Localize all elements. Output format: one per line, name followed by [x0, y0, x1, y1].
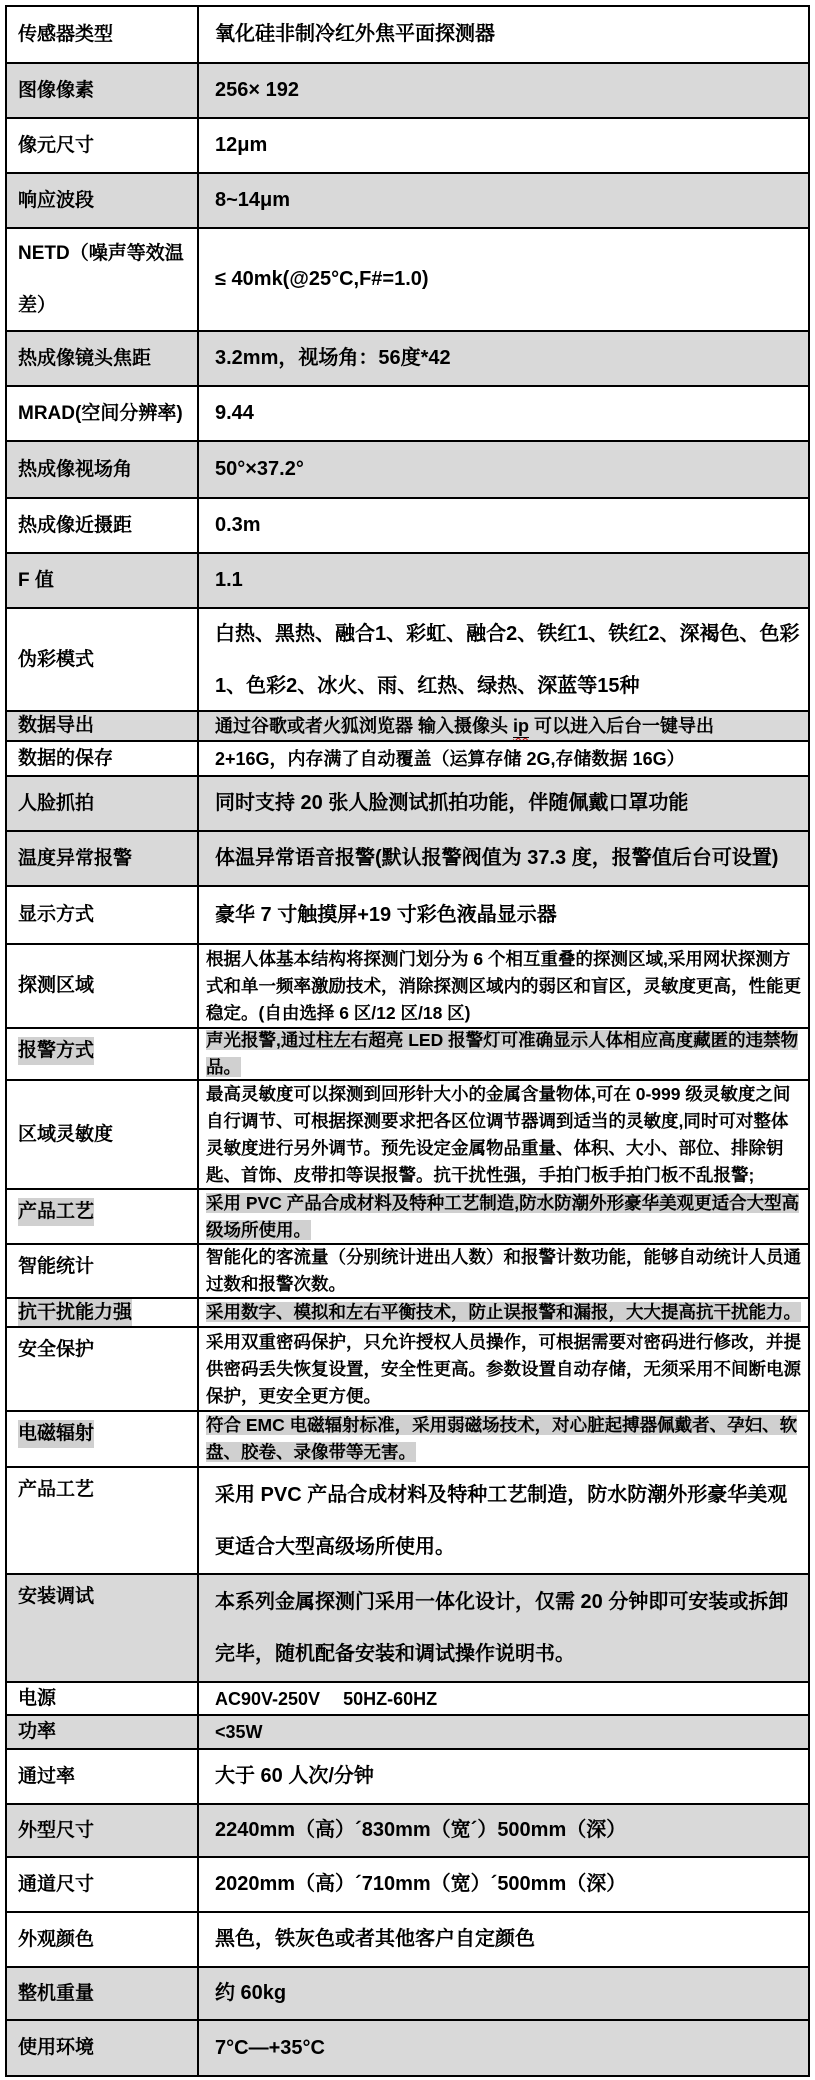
spec-row — [7, 499, 808, 554]
spec-row — [7, 174, 808, 229]
spec-value-text: 12μm — [215, 134, 268, 156]
spec-key — [7, 1029, 199, 1079]
spec-value — [199, 1913, 808, 1966]
spec-key-text: 探测区域 — [18, 975, 95, 996]
spec-row — [7, 1913, 808, 1968]
spec-value-text: 约 60kg — [215, 1982, 287, 2004]
spec-key-text: 功率 — [18, 1721, 57, 1742]
spec-value — [199, 1805, 808, 1856]
spec-key — [7, 1328, 199, 1410]
spec-row — [7, 1716, 808, 1750]
spec-value-text: 白热、黑热、融合1、彩虹、融合2、铁红1、铁红2、深褐色、色彩1、色彩2、冰火、雨、红热、绿热、深蓝等15种 — [215, 622, 800, 697]
spec-value-text: 符合 EMC 电磁辐射标准，采用弱磁场技术，对心脏起搏器佩戴者、孕妇、软盘、胶卷、录像带等无害。 — [206, 1415, 798, 1462]
spec-key — [7, 332, 199, 385]
spec-value-text: 采用 PVC 产品合成材料及特种工艺制造，防水防潮外形豪华美观更适合大型高级场所使用。 — [215, 1483, 788, 1558]
spec-value-text: <35W — [215, 1722, 263, 1742]
spec-key-text: 抗干扰能力强 — [18, 1299, 132, 1327]
spec-key — [7, 1750, 199, 1803]
spec-row — [7, 1575, 808, 1683]
spec-value — [199, 1081, 808, 1188]
spec-row — [7, 387, 808, 442]
spec-row — [7, 887, 808, 945]
spec-value-text: 根据人体基本结构将探测门划分为 6 个相互重叠的探测区域,采用网状探测方式和单一频率激励技术，消除探测区域内的弱区和盲区，灵敏度更高，性能更稳定。(自由选择 6 区/12 区/18 区) — [206, 948, 801, 1023]
spec-key — [7, 387, 199, 440]
spec-value — [199, 64, 808, 117]
spec-row — [7, 1968, 808, 2021]
spec-key — [7, 64, 199, 117]
spec-key-text: 电磁辐射 — [18, 1420, 94, 1448]
spec-key-text: 整机重量 — [18, 1982, 95, 2004]
spec-key — [7, 554, 199, 607]
spec-row — [7, 64, 808, 119]
spec-key-text: 热成像视场角 — [18, 458, 133, 480]
spec-key-text: 产品工艺 — [18, 1479, 95, 1500]
spec-value — [199, 777, 808, 830]
spec-row — [7, 712, 808, 742]
spec-value-text: 0.3m — [215, 514, 261, 536]
spec-value — [199, 1029, 808, 1079]
spec-value — [199, 174, 808, 227]
spec-key-text: 区域灵敏度 — [18, 1123, 114, 1145]
spec-key-text: 报警方式 — [18, 1037, 94, 1065]
spec-row — [7, 2021, 808, 2075]
spec-row — [7, 1805, 808, 1858]
spec-value — [199, 442, 808, 497]
spec-value — [199, 712, 808, 740]
spec-value — [199, 554, 808, 607]
spec-value — [199, 1683, 808, 1714]
spec-value-text: 体温异常语音报警(默认报警阀值为 37.3 度，报警值后台可设置) — [215, 847, 779, 869]
spec-row — [7, 554, 808, 609]
spec-key-text: 通道尺寸 — [18, 1873, 95, 1895]
spec-key — [7, 777, 199, 830]
spec-value — [199, 119, 808, 172]
spec-key — [7, 1968, 199, 2019]
spec-row — [7, 609, 808, 712]
spec-value — [199, 7, 808, 62]
spec-value — [199, 1299, 808, 1326]
spec-value-text: 大于 60 人次/分钟 — [215, 1765, 374, 1787]
spec-row — [7, 332, 808, 387]
spec-value — [199, 1190, 808, 1243]
spec-row — [7, 1299, 808, 1328]
spec-row — [7, 229, 808, 332]
spec-value — [199, 1716, 808, 1748]
spec-key — [7, 1913, 199, 1966]
spec-key-text: 安装调试 — [18, 1586, 95, 1607]
spec-value-text: 采用数字、模拟和左右平衡技术，防止误报警和漏报，大大提高抗干扰能力。 — [206, 1302, 801, 1322]
spec-key-text: 外观颜色 — [18, 1928, 95, 1950]
spec-key — [7, 1190, 199, 1243]
spec-row — [7, 1328, 808, 1412]
spec-value-text: 2240mm（高）´830mm（宽´）500mm（深） — [215, 1819, 627, 1841]
spec-key — [7, 1858, 199, 1911]
spec-value-text: ≤ 40mk(@25°C,F#=1.0) — [215, 268, 429, 290]
spec-key-text: 智能统计 — [18, 1256, 95, 1277]
spec-value-text: 黑色，铁灰色或者其他客户自定颜色 — [215, 1928, 535, 1950]
spec-row — [7, 1029, 808, 1081]
spec-value — [199, 1575, 808, 1681]
spec-key-text: 伪彩模式 — [18, 648, 95, 670]
spec-value-text: AC90V-250V 50HZ-60HZ — [215, 1688, 438, 1709]
spec-key — [7, 442, 199, 497]
spec-value-text: 采用双重密码保护，只允许授权人员操作，可根据需要对密码进行修改，并提供密码丢失恢复设置，安全性更高。参数设置自动存储，无须采用不间断电源保护，更安全更方便。 — [206, 1331, 801, 1406]
spec-key-text: 图像像素 — [18, 79, 95, 101]
spec-value-text: 本系列金属探测门采用一体化设计，仅需 20 分钟即可安装或拆卸完毕，随机配备安装和调试操作说明书。 — [215, 1591, 789, 1665]
spec-key — [7, 609, 199, 710]
spec-value — [199, 1468, 808, 1573]
spec-key-text: 显示方式 — [18, 904, 95, 925]
spec-row — [7, 1081, 808, 1190]
spec-key — [7, 712, 199, 740]
spec-key — [7, 887, 199, 943]
spec-key — [7, 832, 199, 885]
spec-value-text: 256× 192 — [215, 79, 299, 101]
spec-key — [7, 1575, 199, 1681]
spec-value-text: 同时支持 20 张人脸测试抓拍功能，伴随佩戴口罩功能 — [215, 792, 689, 814]
spec-key-text: F 值 — [18, 569, 54, 591]
spec-row — [7, 1468, 808, 1575]
spec-key — [7, 945, 199, 1027]
spec-value-text: 豪华 7 寸触摸屏+19 寸彩色液晶显示器 — [215, 903, 557, 926]
spec-key — [7, 499, 199, 552]
spec-key — [7, 742, 199, 775]
spec-value-text: 8~14μm — [215, 189, 291, 211]
spec-value — [199, 945, 808, 1027]
spec-row — [7, 7, 808, 64]
spec-value-text: 2020mm（高）´710mm（宽）´500mm（深） — [215, 1873, 627, 1895]
spec-key-text: 使用环境 — [18, 2037, 95, 2058]
spec-key-text: 温度异常报警 — [18, 847, 133, 869]
spec-key-text: 安全保护 — [18, 1339, 95, 1360]
spec-key-text: 数据的保存 — [18, 747, 114, 769]
spec-value-text: 1.1 — [215, 569, 243, 591]
spec-key-text: 热成像近摄距 — [18, 514, 133, 536]
spec-key — [7, 1245, 199, 1297]
spec-key-text: 传感器类型 — [18, 23, 114, 45]
spec-value — [199, 1328, 808, 1410]
spec-value-text: 3.2mm，视场角：56度*42 — [215, 347, 451, 369]
spec-row — [7, 1412, 808, 1468]
spec-row — [7, 832, 808, 887]
spec-table — [5, 5, 810, 2077]
spec-key — [7, 174, 199, 227]
spec-row — [7, 1683, 808, 1716]
spec-value-text: 氧化硅非制冷红外焦平面探测器 — [215, 23, 495, 45]
spec-value-text: 9.44 — [215, 402, 254, 424]
spec-key-text: 数据导出 — [18, 715, 95, 736]
spec-row — [7, 1858, 808, 1913]
spec-key — [7, 1468, 199, 1573]
spec-value-text: 50°×37.2° — [215, 458, 304, 480]
spec-key — [7, 2021, 199, 2075]
spec-value — [199, 1750, 808, 1803]
spec-row — [7, 1245, 808, 1299]
spec-row — [7, 1190, 808, 1245]
spec-value — [199, 609, 808, 710]
spec-key-text: 响应波段 — [18, 189, 95, 211]
spec-key — [7, 1805, 199, 1856]
spec-key — [7, 1299, 199, 1326]
spec-key — [7, 7, 199, 62]
spec-value — [199, 1968, 808, 2019]
spec-key-text: 人脸抓拍 — [18, 792, 95, 814]
spec-key-text: 热成像镜头焦距 — [18, 347, 152, 369]
spec-value — [199, 499, 808, 552]
spellcheck-underlined-text: ip — [513, 716, 530, 736]
spec-key-text: 产品工艺 — [18, 1198, 94, 1226]
spec-row — [7, 742, 808, 777]
spec-key — [7, 229, 199, 330]
spec-row — [7, 777, 808, 832]
spec-key-text: 像元尺寸 — [18, 134, 95, 156]
spec-row — [7, 1750, 808, 1805]
spec-key — [7, 1081, 199, 1188]
spec-value — [199, 742, 808, 775]
spec-value — [199, 387, 808, 440]
spec-row — [7, 945, 808, 1029]
spec-value — [199, 332, 808, 385]
spec-value-text: 2+16G，内存满了自动覆盖（运算存储 2G,存储数据 16G） — [215, 748, 685, 769]
spec-key — [7, 1716, 199, 1748]
spec-key — [7, 1683, 199, 1714]
spec-key-text: 电源 — [18, 1687, 57, 1709]
spec-value-text: 通过谷歌或者火狐浏览器 输入摄像头 ip 可以进入后台一键导出 — [215, 716, 715, 736]
spec-key — [7, 119, 199, 172]
spec-value-text: 采用 PVC 产品合成材料及特种工艺制造,防水防潮外形豪华美观更适合大型高级场所使用。 — [206, 1192, 800, 1240]
spec-value — [199, 1412, 808, 1466]
spec-value — [199, 2021, 808, 2075]
spec-value — [199, 1858, 808, 1911]
spec-value-text: 7°C—+35°C — [215, 2036, 325, 2059]
spec-value — [199, 832, 808, 885]
spec-key-text: MRAD(空间分辨率) — [18, 402, 183, 424]
spec-value-text: 智能化的客流量（分别统计进出人数）和报警计数功能，能够自动统计人员通过数和报警次数。 — [206, 1247, 801, 1294]
spec-value — [199, 1245, 808, 1297]
spec-key-text: 外型尺寸 — [18, 1819, 95, 1841]
spec-value — [199, 887, 808, 943]
spec-key-text: 通过率 — [18, 1765, 76, 1787]
spec-value-text: 最高灵敏度可以探测到回形针大小的金属含量物体,可在 0-999 级灵敏度之间自行调节、可根据探测要求把各区位调节器调到适当的灵敏度,同时可对整体灵敏度进行另外调节。预先设定金属物品重量、体积、大小、部位、排除钥匙、首饰、皮带扣等误报警。抗干扰性强，手拍门板手拍门板不乱报警; — [206, 1083, 791, 1185]
spec-key-text: NETD（噪声等效温差） — [18, 242, 184, 316]
spec-value-text: 声光报警,通过柱左右超亮 LED 报警灯可准确显示人体相应高度藏匿的违禁物品。 — [206, 1030, 799, 1077]
spec-key — [7, 1412, 199, 1466]
spec-value — [199, 229, 808, 330]
spec-row — [7, 442, 808, 499]
spec-row — [7, 119, 808, 174]
